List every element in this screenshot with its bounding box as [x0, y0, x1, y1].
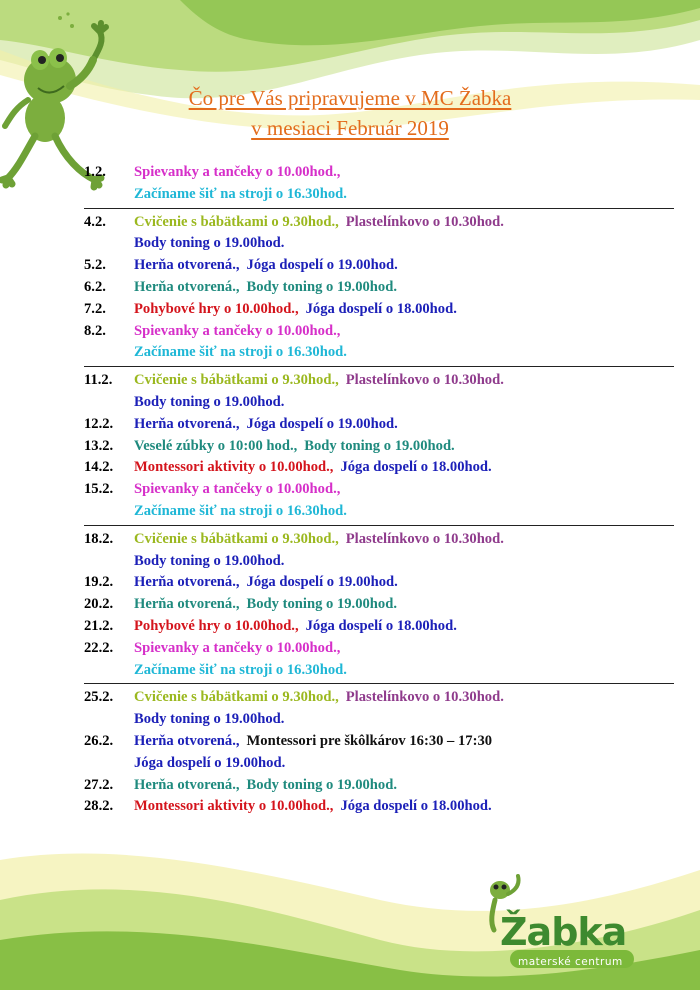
schedule-date: 1.2. — [84, 164, 106, 180]
schedule-date — [84, 392, 134, 414]
schedule-activity: Body toning o 19.00hod. — [134, 711, 285, 728]
schedule-date: 25.2. — [84, 689, 114, 706]
schedule-row — [84, 551, 674, 573]
schedule-activity: Jóga dospelí o 18.00hod. — [305, 617, 457, 634]
schedule-row — [84, 529, 674, 551]
schedule-date: 13.2. — [84, 437, 114, 454]
schedule-date: 6.2. — [84, 278, 106, 295]
schedule-activity: Plastelínkovo o 10.30hod. — [345, 213, 504, 230]
schedule-activity: Jóga dospelí o 18.00hod. — [305, 300, 457, 317]
schedule-activity: Jóga dospelí o 19.00hod. — [246, 574, 398, 591]
schedule-activity: Pohybové hry o 10.00hod., — [134, 617, 299, 634]
schedule-activity: Jóga dospelí o 19.00hod. — [246, 257, 398, 274]
logo-subtitle: materské centrum — [518, 956, 623, 968]
schedule-row — [84, 775, 674, 797]
schedule-activity: Jóga dospelí o 18.00hod. — [340, 798, 492, 815]
schedule-row — [84, 370, 674, 392]
schedule-date — [84, 753, 134, 775]
schedule-activity: Herňa otvorená., — [134, 596, 240, 613]
schedule-activity: Cvičenie s bábätkami o 9.30hod., — [134, 213, 339, 230]
schedule-date — [84, 233, 134, 255]
schedule-activity: Herňa otvorená., — [134, 574, 240, 591]
schedule-date: 26.2. — [84, 732, 114, 749]
schedule-activity: Body toning o 19.00hod. — [134, 235, 285, 252]
schedule-row — [84, 299, 674, 321]
schedule-activity: Body toning o 19.00hod. — [134, 393, 285, 410]
schedule-date — [84, 551, 134, 573]
schedule-row — [84, 277, 674, 299]
schedule-activity: Herňa otvorená., — [134, 732, 240, 749]
schedule-row — [84, 414, 674, 436]
schedule-date: 14.2. — [84, 459, 114, 476]
schedule-date: 18.2. — [84, 530, 114, 547]
schedule-row — [84, 479, 674, 501]
schedule-row — [84, 457, 674, 479]
schedule-row — [84, 753, 674, 775]
schedule-activity: Herňa otvorená., — [134, 278, 240, 295]
schedule-date: 21.2. — [84, 617, 114, 634]
schedule-activity: Cvičenie s bábätkami o 9.30hod., — [134, 372, 339, 389]
schedule-activity: Montessori aktivity o 10.00hod., — [134, 798, 334, 815]
schedule-date — [84, 660, 134, 682]
schedule-row — [84, 660, 674, 682]
schedule-date — [84, 709, 134, 731]
schedule-row — [84, 255, 674, 277]
schedule-activity: Spievanky a tančeky o 10.00hod., — [134, 322, 341, 339]
schedule-date: 8.2. — [84, 322, 106, 339]
schedule-activity: Plastelínkovo o 10.30hod. — [345, 689, 504, 706]
schedule-list — [84, 162, 674, 818]
schedule-row — [84, 392, 674, 414]
schedule-date: 20.2. — [84, 596, 114, 613]
schedule-date — [84, 184, 134, 206]
schedule-row — [84, 687, 674, 709]
schedule-date: 7.2. — [84, 300, 106, 317]
schedule-activity: Veselé zúbky o 10:00 hod., — [134, 437, 298, 454]
schedule-row — [84, 233, 674, 255]
schedule-activity: Body toning o 19.00hod. — [246, 596, 397, 613]
schedule-date: 22.2. — [84, 639, 114, 656]
schedule-row — [84, 436, 674, 458]
schedule-activity: Cvičenie s bábätkami o 9.30hod., — [134, 689, 339, 706]
schedule-date: 11.2. — [84, 372, 113, 389]
schedule-activity: Body toning o 19.00hod. — [246, 776, 397, 793]
schedule-row — [84, 616, 674, 638]
schedule-activity: Začíname šiť na stroji o 16.30hod. — [134, 344, 347, 361]
schedule-row — [84, 638, 674, 660]
schedule-row — [84, 709, 674, 731]
logo-wordmark: Žabka — [500, 910, 627, 954]
schedule-date: 5.2. — [84, 257, 106, 274]
page-title: Čo pre Vás pripravujeme v MC Žabka — [188, 86, 512, 110]
schedule-activity: Jóga dospelí o 19.00hod. — [246, 415, 398, 432]
week-divider — [84, 366, 674, 367]
schedule-activity: Montessori pre škôlkárov 16:30 – 17:30 — [246, 732, 493, 749]
schedule-row — [84, 796, 674, 818]
schedule-activity: Body toning o 19.00hod. — [246, 278, 397, 295]
schedule-date — [84, 501, 134, 523]
schedule-date: 4.2. — [84, 213, 106, 230]
schedule-date: 19.2. — [84, 574, 114, 591]
schedule-activity: Jóga dospelí o 18.00hod. — [340, 459, 492, 476]
schedule-activity: Spievanky a tančeky o 10.00hod., — [134, 164, 341, 180]
schedule-row — [84, 572, 674, 594]
schedule-row — [84, 342, 674, 364]
schedule-row — [84, 594, 674, 616]
week-divider — [84, 525, 674, 526]
schedule-activity: Spievanky a tančeky o 10.00hod., — [134, 639, 341, 656]
schedule-activity: Pohybové hry o 10.00hod., — [134, 300, 299, 317]
schedule-activity: Spievanky a tančeky o 10.00hod., — [134, 481, 341, 498]
week-divider — [84, 208, 674, 209]
schedule-activity: Body toning o 19.00hod. — [304, 437, 455, 454]
schedule-activity: Plastelínkovo o 10.30hod. — [345, 530, 504, 547]
schedule-row — [84, 212, 674, 234]
page-subtitle: v mesiaci Február 2019 — [251, 116, 449, 140]
schedule-activity: Herňa otvorená., — [134, 257, 240, 274]
schedule-row — [84, 321, 674, 343]
schedule-activity: Začíname šiť na stroji o 16.30hod. — [134, 502, 347, 519]
schedule-row — [84, 162, 674, 184]
schedule-date — [84, 342, 134, 364]
week-divider — [84, 683, 674, 684]
schedule-activity: Cvičenie s bábätkami o 9.30hod., — [134, 530, 339, 547]
schedule-date: 15.2. — [84, 481, 114, 498]
schedule-row — [84, 184, 674, 206]
schedule-activity: Body toning o 19.00hod. — [134, 552, 285, 569]
schedule-activity: Začíname šiť na stroji o 16.30hod. — [134, 185, 347, 202]
schedule-row — [84, 731, 674, 753]
schedule-row — [84, 501, 674, 523]
schedule-activity: Plastelínkovo o 10.30hod. — [345, 372, 504, 389]
schedule-date: 12.2. — [84, 415, 114, 432]
schedule-date: 28.2. — [84, 798, 114, 815]
schedule-activity: Začíname šiť na stroji o 16.30hod. — [134, 661, 347, 678]
schedule-date: 27.2. — [84, 776, 114, 793]
schedule-activity: Montessori aktivity o 10.00hod., — [134, 459, 334, 476]
schedule-activity: Herňa otvorená., — [134, 776, 240, 793]
schedule-activity: Jóga dospelí o 19.00hod. — [134, 754, 286, 771]
schedule-activity: Herňa otvorená., — [134, 415, 240, 432]
